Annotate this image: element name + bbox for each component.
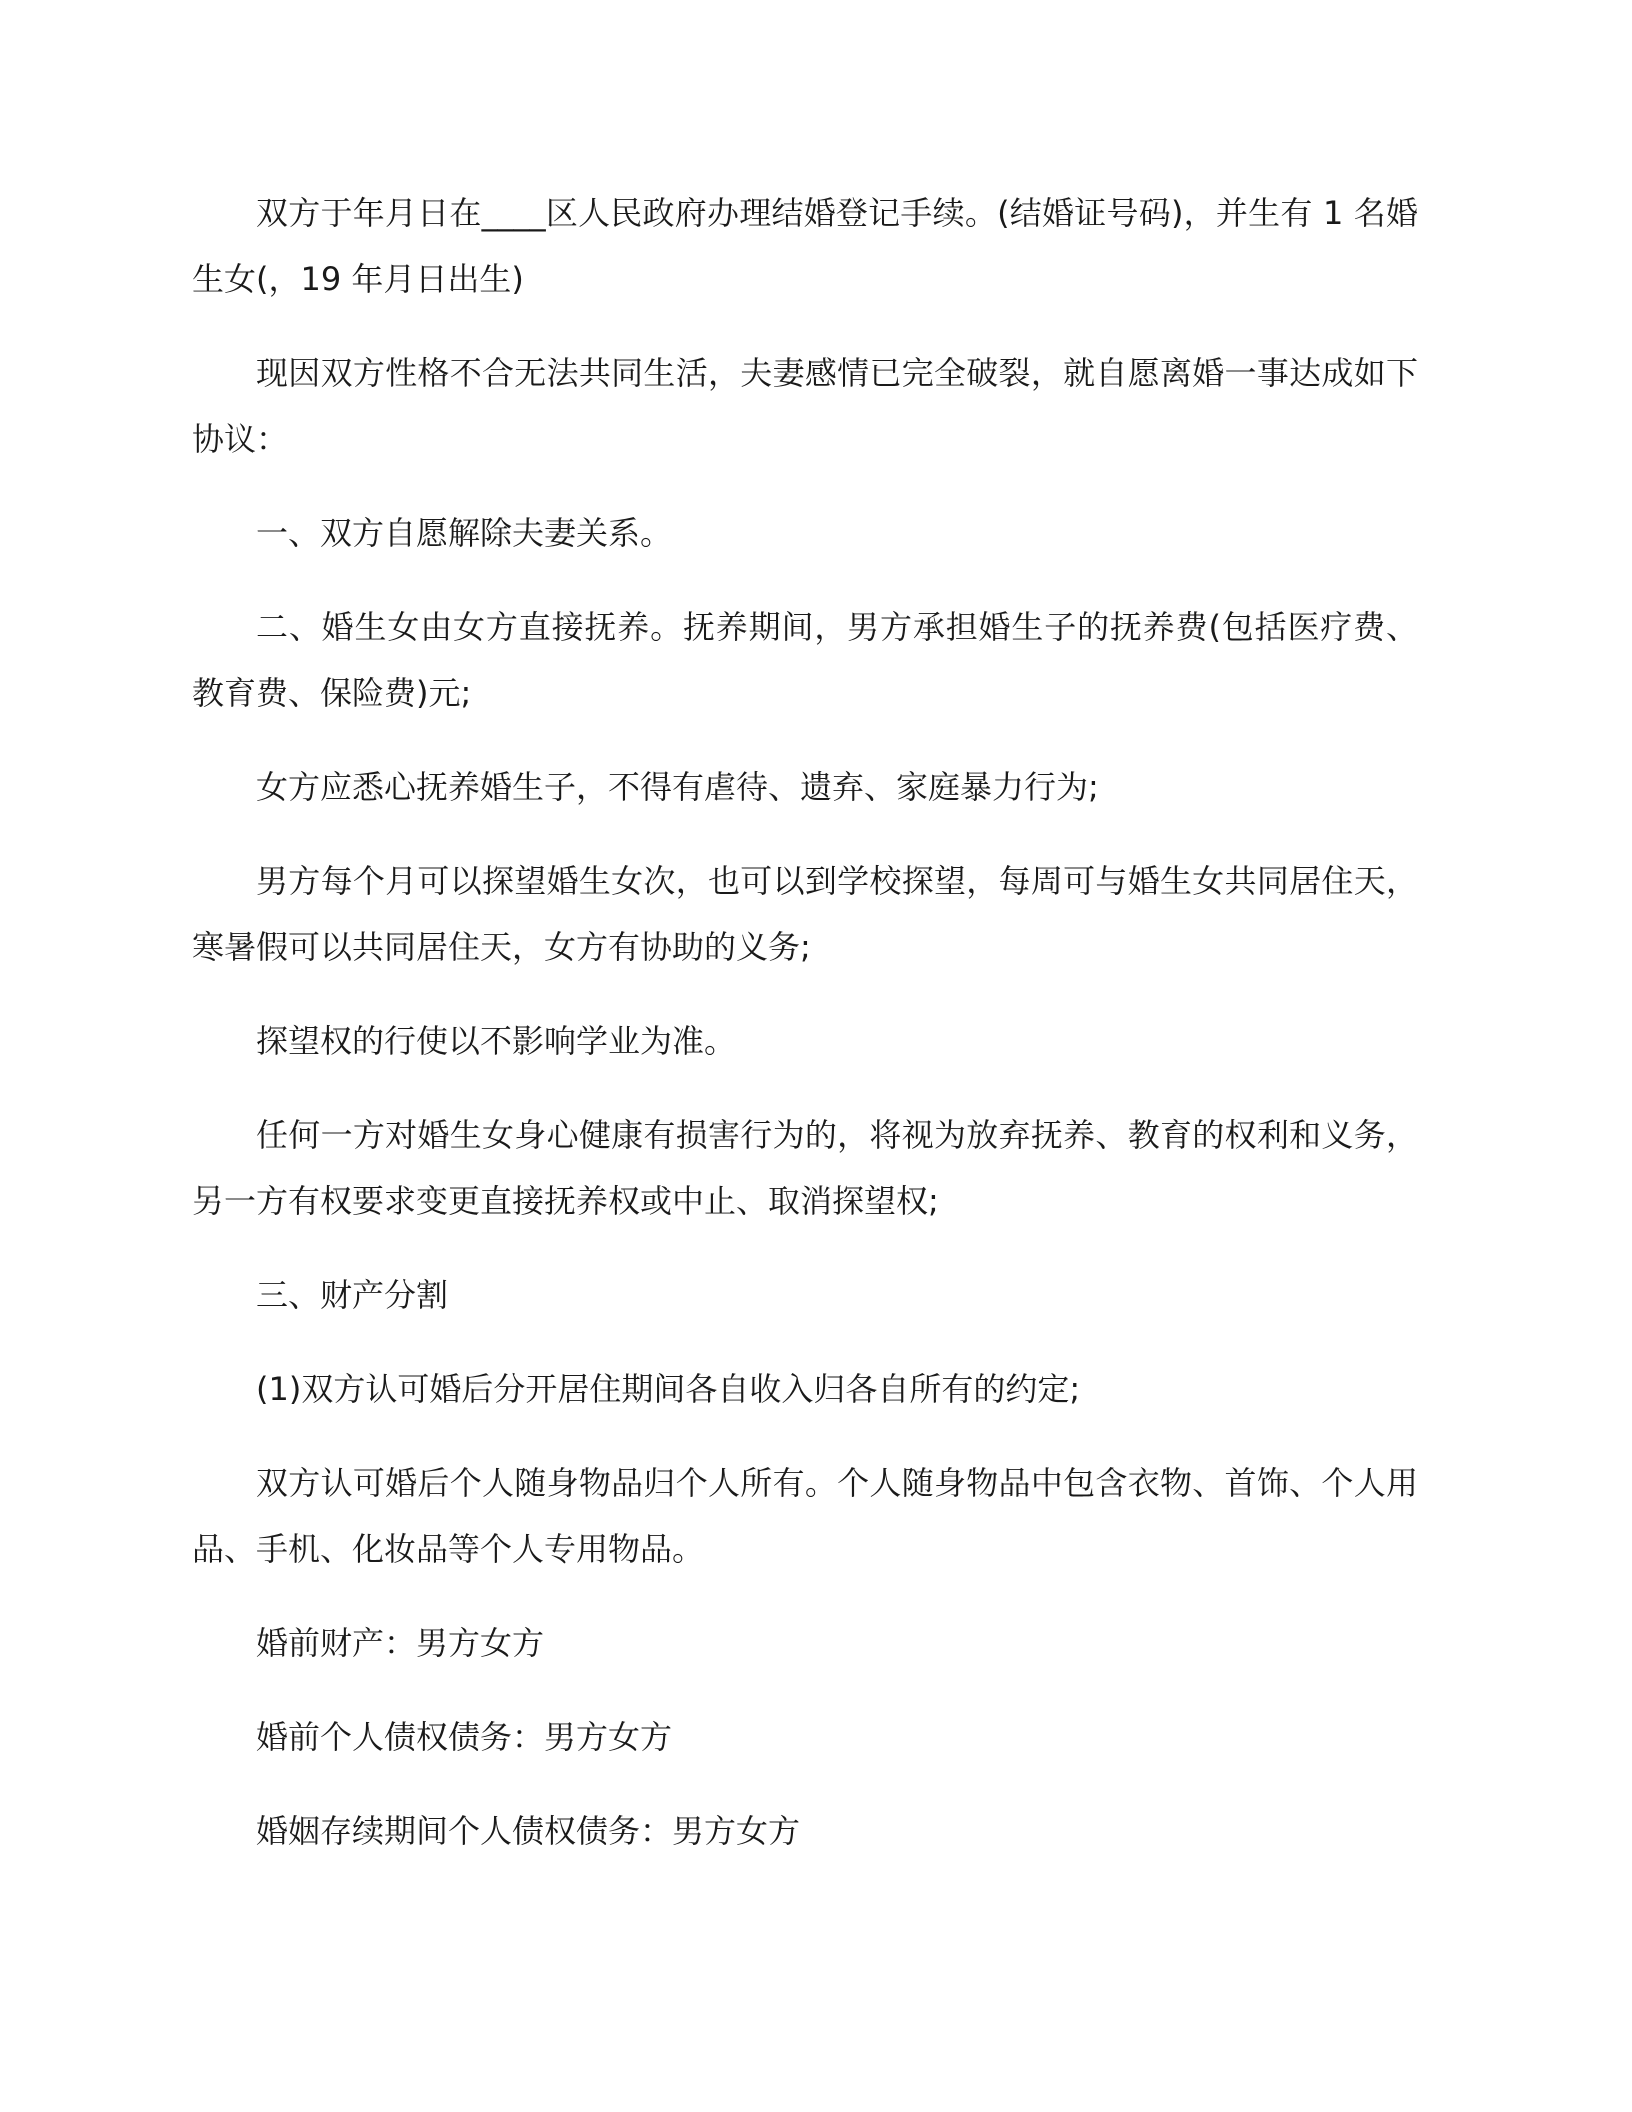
paragraph-premarital-debts: 婚前个人债权债务：男方女方 [256, 1718, 673, 1756]
paragraph-premarital-property: 婚前财产：男方女方 [256, 1624, 545, 1662]
paragraph-visitation-condition: 探望权的行使以不影响学业为准。 [256, 1022, 737, 1060]
paragraph-divorce-reason: 现因双方性格不合无法共同生活，夫妻感情已完全破裂，就自愿离婚一事达成如下协议： [192, 354, 1418, 458]
clause-2-child-custody: 二、婚生女由女方直接抚养。抚养期间，男方承担婚生子的抚养费(包括医疗费、教育费、保险费)元; [192, 608, 1418, 712]
document-body [192, 180, 1418, 1892]
paragraph-separate-income: (1)双方认可婚后分开居住期间各自收入归各自所有的约定; [256, 1370, 1081, 1408]
paragraph-custody-change: 任何一方对婚生女身心健康有损害行为的，将视为放弃抚养、教育的权利和义务，另一方有权要求变更直接抚养权或中止、取消探望权; [192, 1116, 1418, 1220]
paragraph-mother-duties: 女方应悉心抚养婚生子，不得有虐待、遗弃、家庭暴力行为; [256, 768, 1099, 806]
paragraph-personal-belongings: 双方认可婚后个人随身物品归个人所有。个人随身物品中包含衣物、首饰、个人用品、手机、化妆品等个人专用物品。 [192, 1464, 1418, 1568]
paragraph-marital-debts: 婚姻存续期间个人债权债务：男方女方 [256, 1812, 801, 1850]
clause-1-dissolve-marriage: 一、双方自愿解除夫妻关系。 [256, 514, 673, 552]
clause-3-property-division: 三、财产分割 [256, 1276, 449, 1314]
paragraph-marriage-registration: 双方于年月日在____区人民政府办理结婚登记手续。(结婚证号码)，并生有 1 名婚生女(，19 年月日出生) [192, 194, 1418, 298]
paragraph-visitation-schedule: 男方每个月可以探望婚生女次，也可以到学校探望，每周可与婚生女共同居住天，寒暑假可以共同居住天，女方有协助的义务; [192, 862, 1418, 966]
